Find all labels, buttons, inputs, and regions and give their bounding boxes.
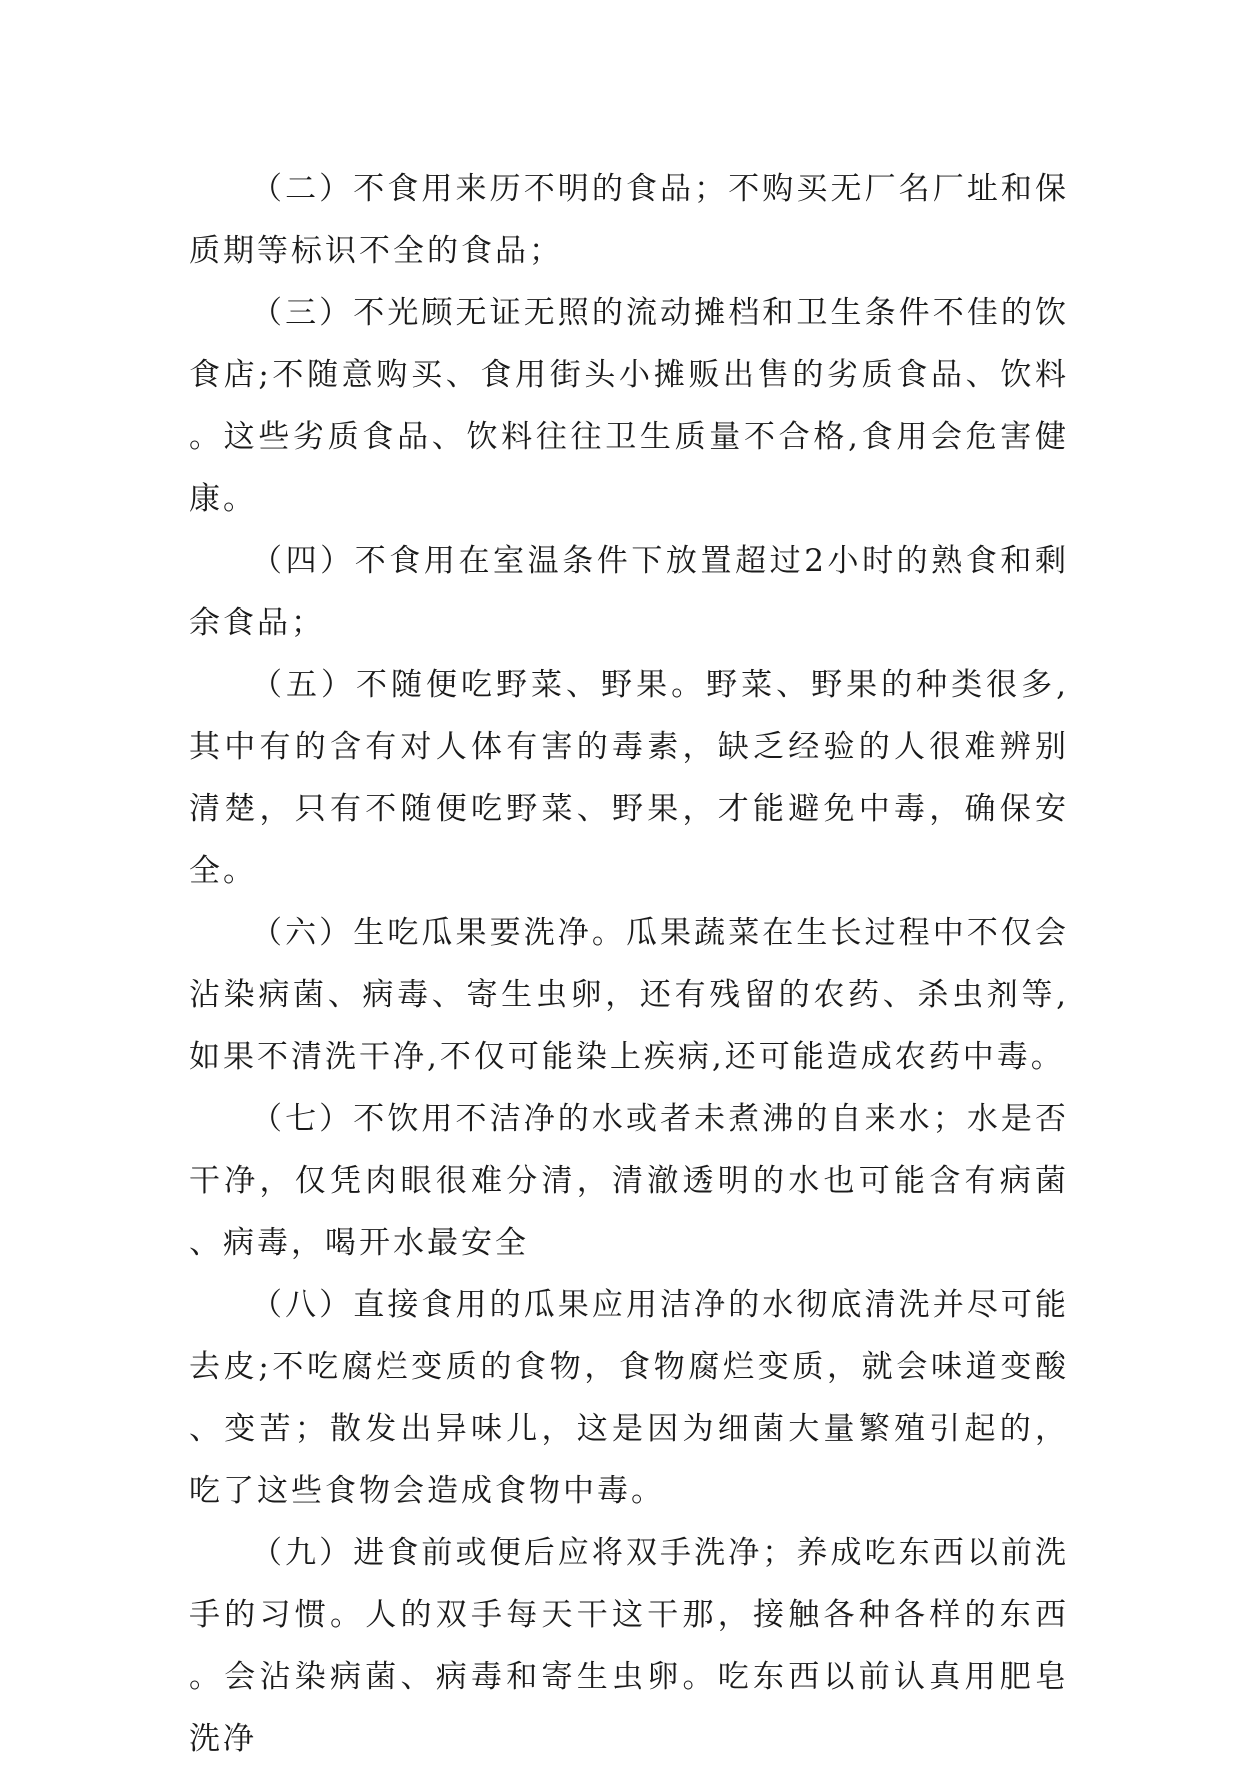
paragraph-3: （三）不光顾无证无照的流动摊档和卫生条件不佳的饮食店;不随意购买、食用街头小摊贩出售的劣质食品、饮料。这些劣质食品、饮料往往卫生质量不合格,食用会危害健康。 bbox=[189, 295, 1069, 517]
paragraph-8: （八）直接食用的瓜果应用洁净的水彻底清洗并尽可能去皮;不吃腐烂变质的食物，食物腐烂变质，就会味道变酸、变苦；散发出异味儿，这是因为细菌大量繁殖引起的，吃了这些食物会造成食物中毒。 bbox=[189, 1287, 1069, 1509]
paragraph-6: （六）生吃瓜果要洗净。瓜果蔬菜在生长过程中不仅会沾染病菌、病毒、寄生虫卵，还有残留的农药、杀虫剂等,如果不清洗干净,不仅可能染上疾病,还可能造成农药中毒。 bbox=[189, 915, 1069, 1075]
paragraph-7: （七）不饮用不洁净的水或者未煮沸的自来水；水是否干净，仅凭肉眼很难分清，清澈透明的水也可能含有病菌、病毒，喝开水最安全 bbox=[189, 1101, 1069, 1261]
paragraph-4: （四）不食用在室温条件下放置超过2小时的熟食和剩余食品； bbox=[189, 543, 1069, 641]
paragraph-5: （五）不随便吃野菜、野果。野菜、野果的种类很多,其中有的含有对人体有害的毒素，缺乏经验的人很难辨别清楚，只有不随便吃野菜、野果，才能避免中毒，确保安全。 bbox=[189, 667, 1069, 889]
body-text bbox=[189, 158, 1069, 1770]
paragraph-2: （二）不食用来历不明的食品；不购买无厂名厂址和保质期等标识不全的食品； bbox=[189, 171, 1069, 269]
paragraph-9: （九）进食前或便后应将双手洗净；养成吃东西以前洗手的习惯。人的双手每天干这干那，接触各种各样的东西。会沾染病菌、病毒和寄生虫卵。吃东西以前认真用肥皂洗净 bbox=[189, 1535, 1069, 1757]
